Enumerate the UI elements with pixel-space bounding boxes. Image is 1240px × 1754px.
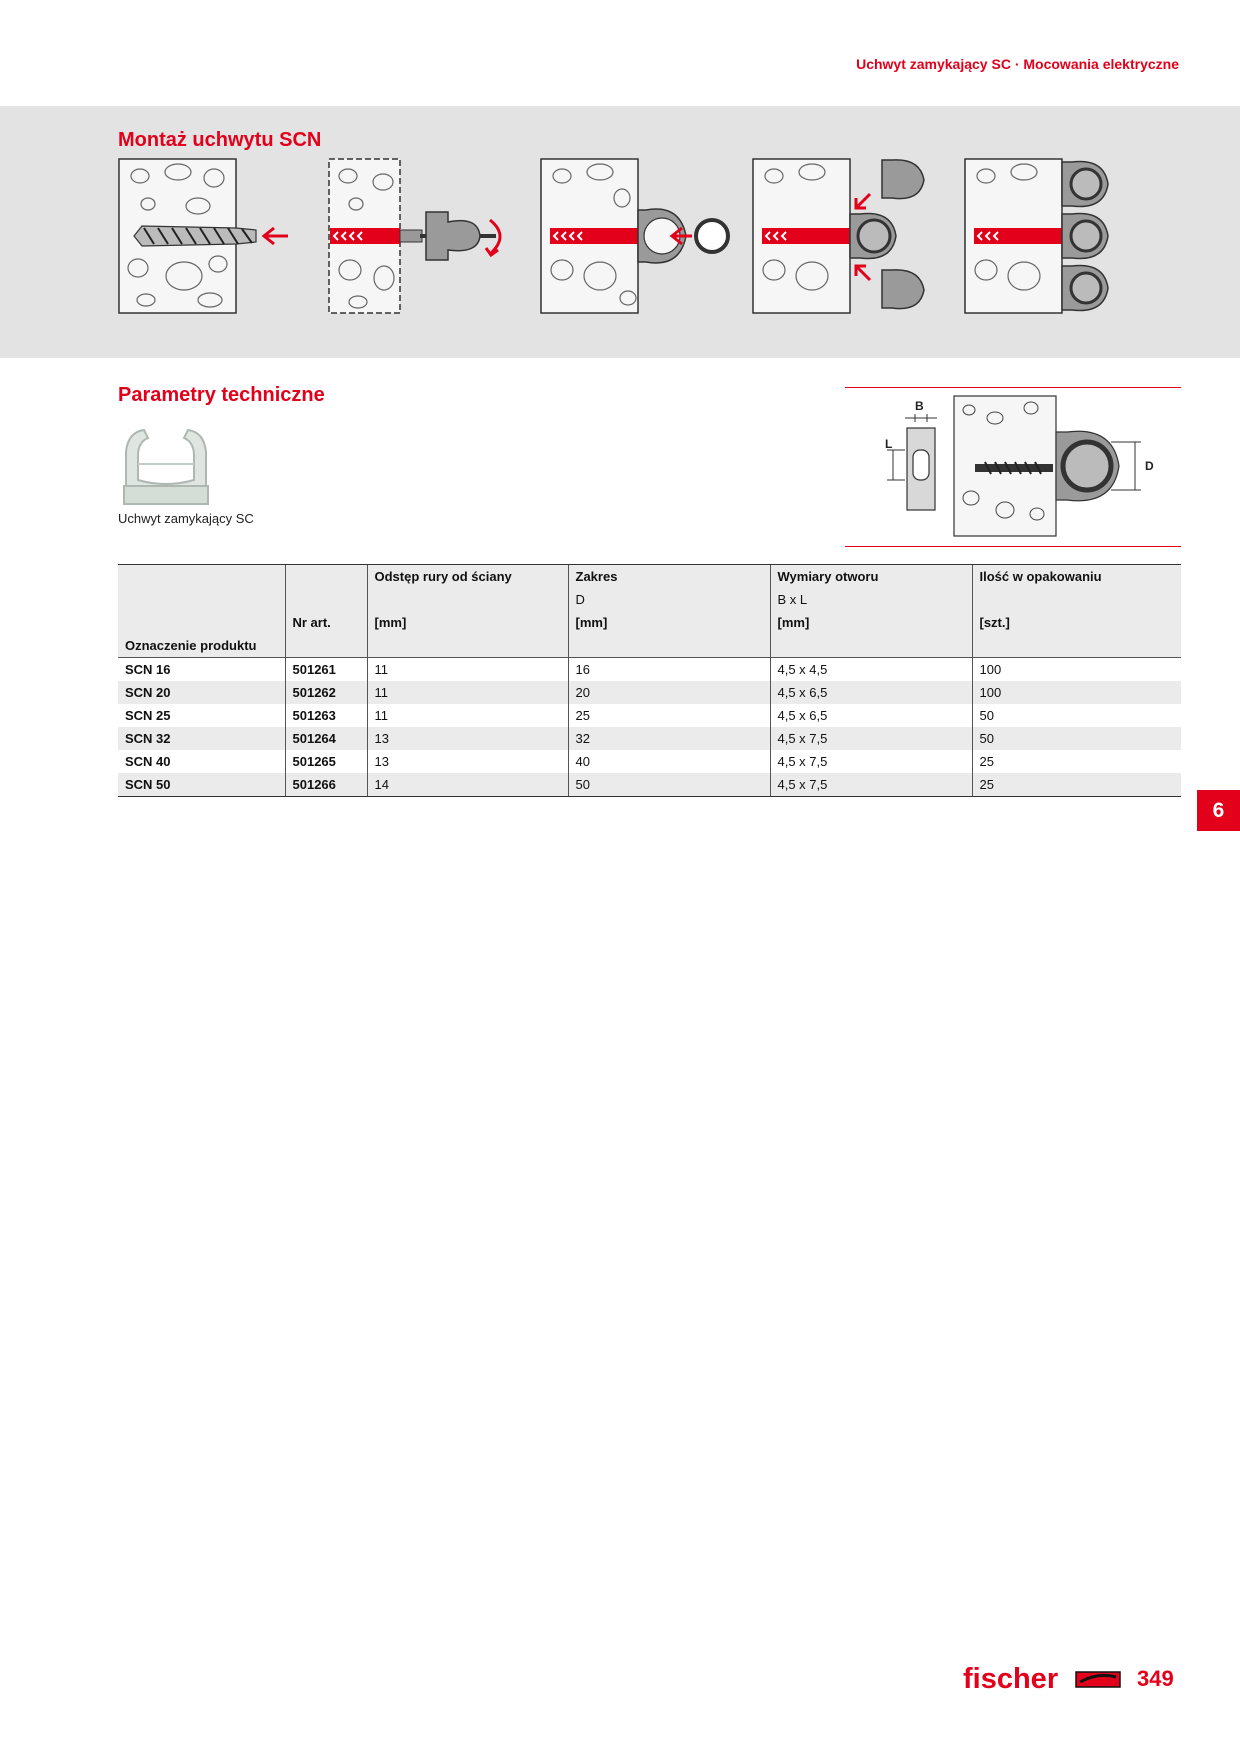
chapter-tab[interactable]: 6 xyxy=(1197,790,1240,831)
cell-hole: 4,5 x 7,5 xyxy=(770,750,972,773)
table-row xyxy=(118,773,1181,797)
table-row xyxy=(118,704,1181,727)
cell-designation: SCN 40 xyxy=(125,754,171,769)
cell-wall-gap: 13 xyxy=(367,750,568,773)
col-header-art-no: Nr art. xyxy=(285,611,367,634)
mounting-step-1-drill xyxy=(118,158,313,315)
fischer-logo xyxy=(963,1662,1123,1701)
brand-mark-icon xyxy=(1076,1672,1120,1687)
cell-hole: 4,5 x 4,5 xyxy=(770,658,972,682)
product-image xyxy=(118,424,214,513)
cell-range: 50 xyxy=(568,773,770,797)
table-row xyxy=(118,658,1181,682)
mounting-step-5-final xyxy=(964,158,1124,315)
cell-pack: 25 xyxy=(972,750,1181,773)
cell-hole: 4,5 x 6,5 xyxy=(770,681,972,704)
cell-range: 25 xyxy=(568,704,770,727)
cell-wall-gap: 11 xyxy=(367,704,568,727)
cell-art-no: 501263 xyxy=(285,704,367,727)
col-header-range-symbol: D xyxy=(568,588,770,611)
table-header-row-3 xyxy=(118,611,1181,634)
mounting-step-3-pipe xyxy=(540,158,735,315)
col-header-hole: Wymiary otworu xyxy=(770,565,972,589)
col-unit-range: [mm] xyxy=(568,611,770,634)
cell-pack: 50 xyxy=(972,704,1181,727)
cell-wall-gap: 11 xyxy=(367,658,568,682)
table-header-row-1 xyxy=(118,565,1181,589)
dimension-diagram xyxy=(845,387,1181,547)
params-title: Parametry techniczne xyxy=(118,384,325,406)
cell-art-no: 501264 xyxy=(285,727,367,750)
brand-name: fischer xyxy=(963,1663,1059,1695)
cell-range: 20 xyxy=(568,681,770,704)
cell-pack: 25 xyxy=(972,773,1181,797)
col-unit-pack: [szt.] xyxy=(972,611,1181,634)
cell-wall-gap: 11 xyxy=(367,681,568,704)
cell-hole: 4,5 x 7,5 xyxy=(770,773,972,797)
cell-designation: SCN 32 xyxy=(118,727,285,750)
cell-wall-gap: 13 xyxy=(367,727,568,750)
table-row xyxy=(118,750,1181,773)
col-header-pack: Ilość w opakowaniu xyxy=(972,565,1181,589)
cell-designation: SCN 25 xyxy=(125,708,171,723)
cell-art-no: 501262 xyxy=(285,681,367,704)
table-row xyxy=(118,681,1181,704)
table-header-row-4 xyxy=(118,634,1181,658)
cell-range: 40 xyxy=(568,750,770,773)
cell-designation: SCN 20 xyxy=(118,681,285,704)
col-header-wall-gap: Odstęp rury od ściany xyxy=(367,565,568,589)
spec-table xyxy=(118,564,1181,797)
cell-range: 16 xyxy=(568,658,770,682)
cell-art-no: 501266 xyxy=(285,773,367,797)
mounting-step-2-insert xyxy=(328,158,518,315)
dim-label-d: D xyxy=(1145,459,1154,473)
cell-hole: 4,5 x 6,5 xyxy=(770,704,972,727)
cell-designation: SCN 50 xyxy=(118,773,285,797)
cell-pack: 50 xyxy=(972,727,1181,750)
mounting-step-4-stack xyxy=(752,158,947,315)
col-unit-hole: [mm] xyxy=(770,611,972,634)
col-header-hole-symbol: B x L xyxy=(770,588,972,611)
page-number: 349 xyxy=(1137,1666,1174,1691)
cell-pack: 100 xyxy=(972,681,1181,704)
cell-range: 32 xyxy=(568,727,770,750)
col-header-range: Zakres xyxy=(568,565,770,589)
dim-label-l: L xyxy=(885,437,893,451)
cell-art-no: 501261 xyxy=(285,658,367,682)
table-header-row-2 xyxy=(118,588,1181,611)
mounting-title: Montaż uchwytu SCN xyxy=(118,129,322,151)
cell-wall-gap: 14 xyxy=(367,773,568,797)
cell-pack: 100 xyxy=(972,658,1181,682)
col-unit-wall-gap: [mm] xyxy=(367,611,568,634)
dim-label-b: B xyxy=(915,399,924,413)
cell-designation: SCN 16 xyxy=(125,662,171,677)
product-caption: Uchwyt zamykający SC xyxy=(118,511,254,526)
cell-art-no: 501265 xyxy=(285,750,367,773)
table-row xyxy=(118,727,1181,750)
col-header-designation: Oznaczenie produktu xyxy=(118,634,285,658)
breadcrumb: Uchwyt zamykający SC · Mocowania elektryczne xyxy=(856,56,1179,72)
cell-hole: 4,5 x 7,5 xyxy=(770,727,972,750)
